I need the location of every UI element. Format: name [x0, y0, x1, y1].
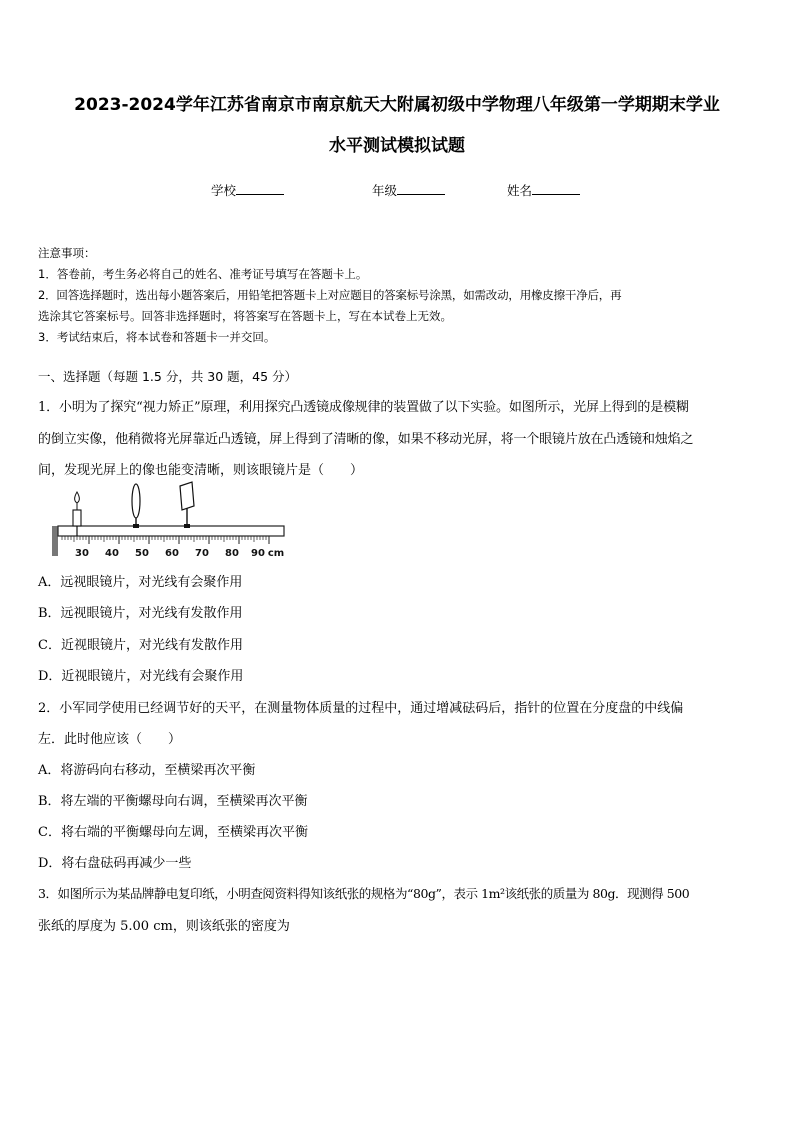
question-1-text: 的倒立实像，他稍微将光屏靠近凸透镜，屏上得到了清晰的像，如果不移动光屏，将一个眼镜片放在凸透镜和烛焰之 — [38, 432, 694, 447]
option-a[interactable]: A．远视眼镜片，对光线有会聚作用 — [38, 575, 243, 590]
convex-lens — [132, 484, 140, 528]
question-2-text: 左．此时他应该（ ） — [38, 732, 182, 747]
ruler-tick-label: 90 — [251, 548, 265, 559]
question-2-text: 2．小军同学使用已经调节好的天平，在测量物体质量的过程中，通过增减砝码后，指针的位置在分度盘的中线偏 — [38, 701, 684, 716]
ruler-tick-label: 70 — [195, 548, 209, 559]
option-b[interactable]: B．将左端的平衡螺母向右调，至横梁再次平衡 — [38, 794, 308, 809]
option-c[interactable]: C．将右端的平衡螺母向左调，至横梁再次平衡 — [38, 825, 308, 840]
ruler-tick-label: 30 — [75, 548, 89, 559]
grade-label: 年级 — [372, 183, 398, 198]
light-screen — [180, 482, 194, 528]
option-c[interactable]: C．近视眼镜片，对光线有发散作用 — [38, 638, 243, 653]
school-blank[interactable] — [236, 182, 284, 195]
ruler-minor-ticks — [62, 536, 266, 542]
exam-title-line1: 2023-2024学年江苏省南京市南京航天大附属初级中学物理八年级第一学期期末学业 — [74, 95, 720, 115]
note-item: 1．答卷前，考生务必将自己的姓名、准考证号填写在答题卡上。 — [38, 267, 368, 281]
ruler-unit-label: cm — [267, 548, 285, 559]
school-label: 学校 — [211, 183, 237, 198]
student-info-fields — [0, 181, 794, 201]
option-a[interactable]: A．将游码向右移动，至横梁再次平衡 — [38, 763, 256, 778]
ruler-tick-label: 50 — [135, 548, 149, 559]
question-3-text: 3．如图所示为某品牌静电复印纸，小明查阅资料得知该纸张的规格为“80g”，表示 1m²该纸张的质量为 80g．现测得 500 — [38, 886, 690, 901]
option-b[interactable]: B．远视眼镜片，对光线有发散作用 — [38, 606, 243, 621]
ruler-tick-label: 40 — [105, 548, 119, 559]
name-label: 姓名 — [507, 183, 533, 198]
option-d[interactable]: D．近视眼镜片，对光线有会聚作用 — [38, 669, 244, 684]
note-item: 选涂其它答案标号。回答非选择题时，将答案写在答题卡上，写在本试卷上无效。 — [38, 309, 452, 323]
question-1-text: 间，发现光屏上的像也能变清晰，则该眼镜片是（ ） — [38, 463, 364, 478]
grade-field[interactable] — [372, 181, 445, 199]
notes-block — [38, 243, 758, 348]
name-field[interactable] — [507, 181, 580, 199]
exam-title-line2: 水平测试模拟试题 — [329, 136, 465, 156]
grade-blank[interactable] — [397, 182, 445, 195]
option-d[interactable]: D．将右盘砝码再减少一些 — [38, 856, 192, 871]
ruler-bar — [58, 526, 284, 536]
ruler-tick-label: 80 — [225, 548, 239, 559]
question-3-text: 张纸的厚度为 5.00 cm，则该纸张的密度为 — [38, 919, 290, 934]
note-item: 3．考试结束后，将本试卷和答题卡一并交回。 — [38, 330, 276, 344]
bench-left-support — [52, 526, 58, 556]
name-blank[interactable] — [532, 182, 580, 195]
ruler-tick-label: 60 — [165, 548, 179, 559]
notes-heading: 注意事项： — [38, 246, 96, 260]
question-1-text: 1．小明为了探究“视力矫正”原理，利用探究凸透镜成像规律的装置做了以下实验。如图所示，光屏上得到的是模糊 — [38, 400, 689, 415]
optical-bench-figure — [52, 480, 288, 566]
section-heading: 一、选择题（每题 1.5 分，共 30 题，45 分） — [38, 369, 298, 384]
note-item: 2．回答选择题时，选出每小题答案后，用铅笔把答题卡上对应题目的答案标号涂黑，如需改动，用橡皮擦干净后，再 — [38, 288, 622, 302]
school-field[interactable] — [211, 181, 284, 199]
